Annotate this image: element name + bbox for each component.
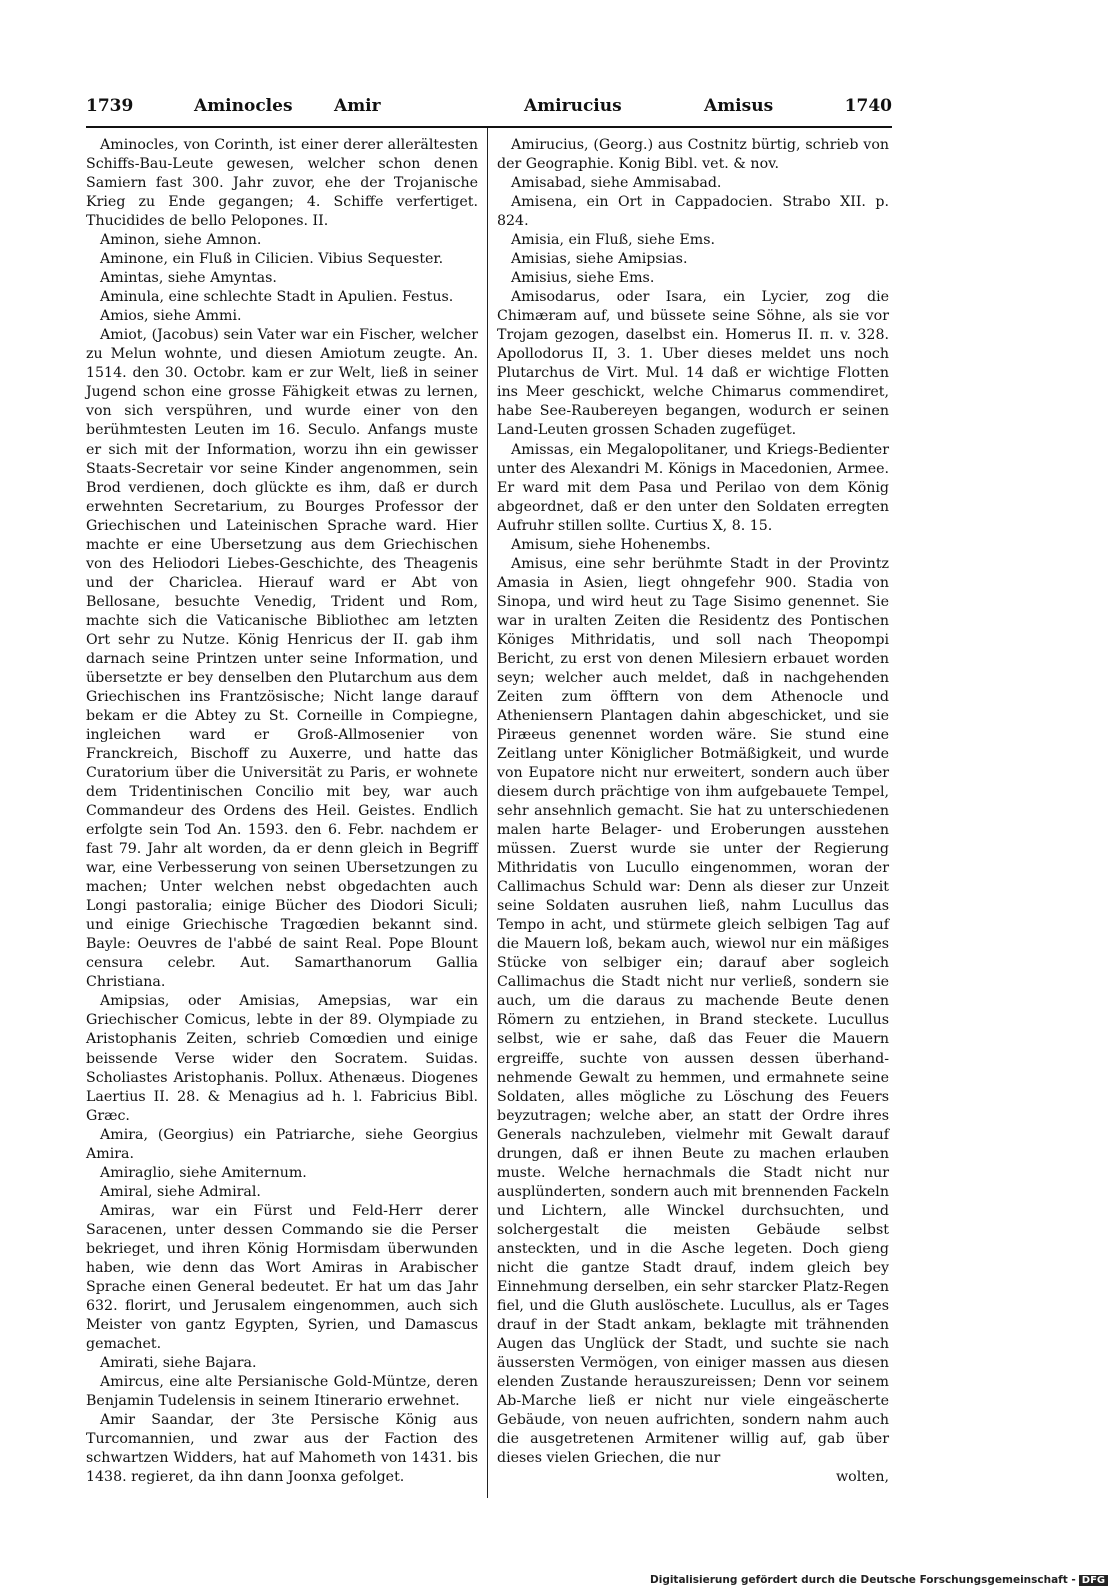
entry-aminone: Aminone, ein Fluß in Cilicien. Vibius Sequester. xyxy=(100,251,444,268)
entry-amisabad: Amisabad, siehe Ammisabad. xyxy=(511,175,722,192)
entry-amintas: Amintas, siehe Amyntas. xyxy=(100,270,277,287)
header-rule xyxy=(86,126,892,128)
entry-amirati: Amirati, siehe Bajara. xyxy=(100,1355,257,1371)
column-divider xyxy=(487,128,488,1498)
entry-amipsias: Amipsias, oder Amisias, Amepsias, war ein Griechischer Comicus, lebte in der 89. Olympiade zu Aristophanis Zeiten, schrieb Comœdien und einige beissende Verse wider den Socratem. Suidas. Scholiastes Aristophanis. Pollux. Athenæus. Diogenes Laertius II. 28. & Menagius ad h. l. Fabricius Bibl. Græc. xyxy=(86,993,478,1124)
entry-amisum: Amisum, siehe Hohenembs. xyxy=(511,536,711,553)
entry-amircus: Amircus, eine alte Persianische Gold-Müntze, deren Benjamin Tudelensis in seinem Itinerario erwehnet. xyxy=(86,1374,478,1410)
entry-amissas: Amissas, ein Megalopolitaner, und Kriegs-Bedienter unter des Alexandri M. Königs in Macedonien, Armee. Er ward mit dem Pasa und Perilao von dem König abgeordnet, daß er den unter den Soldaten erregten Aufruhr stillen sollte. Curtius X, 8. 15. xyxy=(497,441,889,534)
footer-text: Digitalisierung gefördert durch die Deutsche Forschungsgemeinschaft - xyxy=(650,1574,1076,1586)
running-header xyxy=(86,96,892,126)
entry-amisias: Amisias, siehe Amipsias. xyxy=(511,251,688,268)
entry-amisia: Amisia, ein Fluß, siehe Ems. xyxy=(511,232,715,249)
header-keyword-3: Amirucius xyxy=(524,96,622,116)
right-column xyxy=(497,136,889,1487)
header-keyword-2: Amir xyxy=(334,96,381,116)
entry-amiraglio: Amiraglio, siehe Amiternum. xyxy=(100,1164,307,1181)
entry-amiot: Amiot, (Jacobus) sein Vater war ein Fischer, welcher zu Melun wohnte, und diesen Amiotum zeugte. An. 1514. den 30. Octobr. kam er zur Welt, ließ in seiner Jugend schon eine grosse Fähigkeit etwas zu lernen, von sich verspühren, und wurde einer von den berühmtesten Leuten im 16. Seculo. Anfangs muste er sich mit der Information, worzu ihn ein gewisser Staats-Secretair vor seine Kinder angenommen, sein Brod verdienen, doch glückte es ihm, daß er durch erwehnten Secretarium, zu Bourges Professor der Griechischen und Lateinischen Sprache ward. Hier machte er eine Ubersetzung aus dem Griechischen von des Heliodori Liebes-Geschichte, des Theagenis und der Chariclea. Hierauf ward er Abt von Bellosane, besuchte Venedig, Trident und Rom, machte sich die Vaticanische Bibliothec am letzten Ort sehr zu Nutze. König Henricus der II. gab ihm darnach seine Printzen unter seine Information, und übersetzte er bey denselben den Plutarchum aus dem Griechischen ins Frantzösische; Nicht lange darauf bekam er die Abtey zu St. Corneille in Compiegne, ingleichen ward er Groß-Allmosenier von Franckreich, Bischoff zu Auxerre, und hatte das Curatorium über die Universität zu Paris, er wohnete dem Tridentinischen Concilio mit bey, war auch Commandeur des Ordens des Heil. Geistes. Endlich erfolgte sein Tod An. 1593. den 6. Febr. nachdem er fast 79. Jahr alt worden, da er denn gleich in Begriff war, eine Verbesserung von seinen Ubersetzungen zu machen; Unter welchen nebst obgedachten auch Longi pastoralia; einige Bücher des Diodori Siculi; und einige Griechische Tragœdien bekannt sind. Bayle: Oeuvres de l'abbé de saint Real. Pope Blount censura celebr. Aut. Samarthanorum Gallia Christiana. xyxy=(86,327,478,991)
header-keyword-4: Amisus xyxy=(704,96,774,116)
entry-amiras: Amiras, war ein Fürst und Feld-Herr derer Saracenen, unter dessen Commando sie die Perser bekrieget, und ihren König Hormisdam überwunden haben, wie denn das Wort Amiras in Arabischer Sprache einen General bedeutet. Er hat um das Jahr 632. florirt, und Jerusalem eingenommen, auch sich Meister von gantz Egypten, Syrien, und Damascus gemachet. xyxy=(86,1202,478,1352)
catchword: wolten, xyxy=(836,1469,889,1486)
entry-amiral: Amiral, siehe Admiral. xyxy=(100,1183,261,1200)
entry-amir-saandar: Amir Saandar, der 3te Persische König aus Turcomannien, und zwar aus der Faction des schwartzen Widders, hat auf Mahometh von 1431. bis 1438. regieret, da ihn dann Joonxa gefolget. xyxy=(86,1412,478,1486)
entry-amisus: Amisus, eine sehr berühmte Stadt in der Provintz Amasia in Asien, liegt ohngefehr 900. Stadia von Sinopa, und wird heut zu Tage Sisimo genennet. Sie war in uralten Zeiten die Residentz des Pontischen Königes Mithridatis, und soll nach Theopompi Bericht, zu erst von denen Milesiern erbauet worden seyn; welcher auch meldet, daß in nachgehenden Zeiten zum öfftern von dem Athenocle und Atheniensern Plantagen dahin abgeschicket, und sie Piræeus genennet worden wäre. Sie stund eine Zeitlang unter Königlicher Botmäßigkeit, und wurde von Eupatore nicht nur erweitert, sondern auch über diesem durch prächtige von ihm aufgebauete Tempel, sehr ansehnlich gemacht. Sie hat zu unterschiedenen malen harte Belager- und Eroberungen ausstehen müssen. Zuerst wurde sie unter der Regierung Mithridatis von Lucullo eingenommen, woran der Callimachus Schuld war: Denn als dieser zur Unzeit seine Soldaten ausruhen ließ, nahm Lucullus das Tempo in acht, und stürmete gleich selbigen Tag auf die Mauern loß, bekam auch, wiewol nur ein mäßiges Stücke von selbiger ein; darauf aber sogleich Callimachus die Stadt nicht nur verließ, sondern sie auch, um die daraus zu machende Beute denen Römern zu entziehen, in Brand steckete. Lucullus selbst, wie er sahe, daß das Feuer die Mauern ergreiffe, suchte von aussen dessen überhand-nehmende Gewalt zu hemmen, und ermahnete seine Soldaten, alles mögliche zu Löschung des Feuers beyzutragen; welche aber, an statt der Ordre ihres Generals nachzuleben, vielmehr mit Gewalt darauf drungen, daß er ihnen Beute zu machen erlauben muste. Welche hernachmals die Stadt nicht nur ausplünderten, sondern auch mit brennenden Fackeln und Lichtern, alle Winckel durchsuchten, und solchergestalt die meisten Gebäude selbst ansteckten, und in die Asche legeten. Doch gieng nicht die gantze Stadt drauf, indem gleich bey Einnehmung derselben, ein sehr starcker Platz-Regen fiel, und die Gluth auslöschete. Lucullus, als er Tages drauf in der Stadt ankam, beklagte mit trähnenden Augen das Unglück der Stadt, und suchte sie nach äussersten Vermögen, von einiger massen aus diesen elenden Zustande herauszureissen; Denn vor seinem Ab-Marche ließ er nicht nur viele eingeäscherte Gebäude, von neuen aufrichten, sondern nahm auch die ausgetretenen Armitener willig auf, gab über dieses vielen Griechen, die nur xyxy=(497,555,889,1467)
header-keyword-1: Aminocles xyxy=(194,96,293,116)
digitization-footer xyxy=(650,1574,1106,1592)
entry-amisius: Amisius, siehe Ems. xyxy=(511,270,655,287)
entry-aminocles: Aminocles, von Corinth, ist einer derer allerältesten Schiffs-Bau-Leute gewesen, welcher schon denen Samiern fast 300. Jahr zuvor, ehe der Trojanische Krieg zu Ende gegangen; 4. Schiffe verfertiget. Thucidides de bello Pelopones. II. xyxy=(86,137,478,230)
dfg-logo: DFG xyxy=(1079,1575,1108,1586)
entry-amios: Amios, siehe Ammi. xyxy=(100,308,242,325)
entry-amisodarus: Amisodarus, oder Isara, ein Lycier, zog die Chimæram auf, und büssete seine Söhne, als sie vor Trojam gezogen, daselbst ein. Homerus II. π. v. 328. Apollodorus II, 3. 1. Uber dieses meldet uns noch Plutarchus de Virt. Mul. 14 daß er wichtige Flotten ins Meer geschickt, welche Chimarus commendiret, habe See-Raubereyen begangen, wodurch er seinen Land-Leuten grossen Schaden zugefüget. xyxy=(497,289,889,439)
left-column xyxy=(86,136,478,1487)
entry-amirucius: Amirucius, (Georg.) aus Costnitz bürtig, schrieb von der Geographie. Konig Bibl. vet. & nov. xyxy=(497,137,889,173)
page-number-left: 1739 xyxy=(86,96,134,116)
page-number-right: 1740 xyxy=(844,96,892,116)
entry-aminula: Aminula, eine schlechte Stadt in Apulien. Festus. xyxy=(100,289,454,306)
entry-amira: Amira, (Georgius) ein Patriarche, siehe Georgius Amira. xyxy=(86,1126,478,1162)
entry-aminon: Aminon, siehe Amnon. xyxy=(100,232,262,249)
entry-amisena: Amisena, ein Ort in Cappadocien. Strabo XII. p. 824. xyxy=(497,194,889,230)
